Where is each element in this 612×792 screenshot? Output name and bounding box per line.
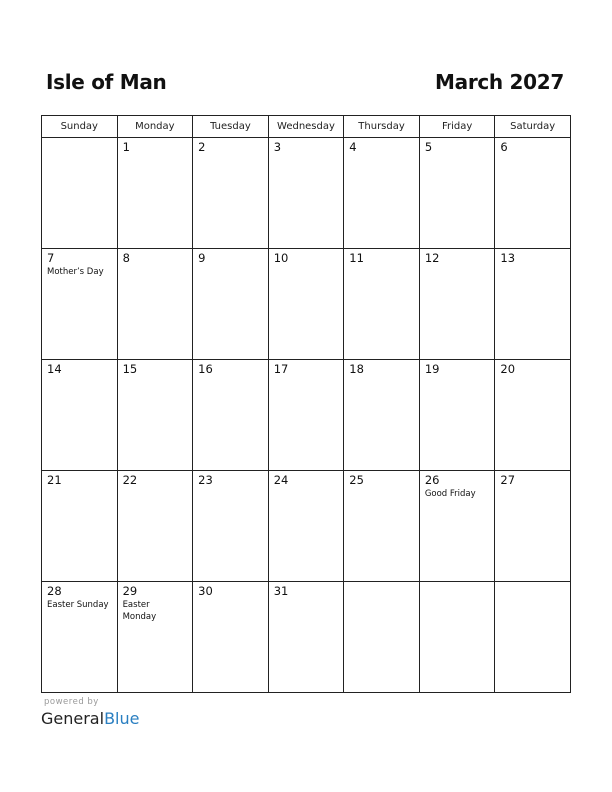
day-cell (344, 582, 420, 693)
holiday-label (269, 487, 344, 488)
holiday-label (344, 265, 419, 266)
day-number: 2 (198, 140, 206, 154)
day-number: 11 (349, 251, 364, 265)
generalblue-logo[interactable] (41, 709, 139, 728)
day-cell (344, 249, 420, 360)
day-cell (419, 471, 495, 582)
day-cell (495, 138, 571, 249)
weekday-header-row (42, 116, 571, 138)
day-number: 20 (500, 362, 516, 376)
day-cell (42, 582, 118, 693)
day-cell (268, 582, 344, 693)
day-number: 16 (198, 362, 213, 376)
day-cell (193, 471, 269, 582)
day-cell (344, 360, 420, 471)
day-cell (117, 249, 193, 360)
day-cell (42, 249, 118, 360)
day-number: 12 (424, 251, 440, 265)
week-row (42, 249, 571, 360)
holiday-label (42, 141, 117, 142)
holiday-label (269, 376, 344, 377)
day-cell (419, 249, 495, 360)
weekday-header: Saturday (495, 116, 571, 138)
day-number: 9 (198, 251, 206, 265)
holiday-label (118, 154, 193, 155)
holiday-label (42, 376, 117, 377)
holiday-label (118, 265, 193, 266)
powered-by-label: powered by (44, 697, 99, 707)
day-number: 23 (198, 473, 213, 487)
day-number: 17 (273, 362, 289, 376)
day-number: 13 (500, 251, 516, 265)
holiday-label (269, 154, 344, 155)
day-cell (419, 582, 495, 693)
holiday-label (495, 265, 570, 266)
weekday-header: Friday (419, 116, 495, 138)
day-cell (495, 360, 571, 471)
day-number: 3 (273, 140, 282, 154)
holiday-label (344, 154, 419, 155)
holiday-label (269, 265, 344, 266)
week-row (42, 138, 571, 249)
day-cell (495, 249, 571, 360)
holiday-label (495, 154, 570, 155)
weekday-header: Tuesday (193, 116, 269, 138)
holiday-label: Good Friday (424, 489, 476, 499)
day-cell (495, 471, 571, 582)
day-number: 18 (349, 362, 364, 376)
day-cell (193, 582, 269, 693)
day-number: 22 (122, 473, 138, 487)
day-number: 31 (273, 584, 289, 598)
weekday-header: Sunday (42, 116, 118, 138)
day-cell (268, 471, 344, 582)
day-cell (117, 582, 193, 693)
weekday-header: Thursday (344, 116, 420, 138)
day-number: 30 (198, 584, 213, 598)
day-number: 15 (122, 362, 138, 376)
holiday-label (118, 376, 193, 377)
day-cell (268, 249, 344, 360)
day-cell (193, 360, 269, 471)
day-number: 27 (500, 473, 516, 487)
brand-blue-text: Blue (104, 709, 140, 728)
weekday-header: Monday (117, 116, 193, 138)
holiday-label: Easter Sunday (47, 600, 109, 610)
holiday-label (344, 487, 419, 488)
day-cell (42, 360, 118, 471)
day-cell (117, 360, 193, 471)
day-cell (42, 138, 118, 249)
weekday-header: Wednesday (268, 116, 344, 138)
day-number: 7 (47, 251, 55, 265)
day-cell (419, 360, 495, 471)
holiday-label (495, 487, 570, 488)
holiday-label (420, 154, 495, 155)
day-cell (268, 138, 344, 249)
week-row (42, 582, 571, 693)
holiday-label (193, 598, 268, 599)
day-number: 6 (500, 140, 508, 154)
day-number: 29 (122, 584, 138, 598)
holiday-label (495, 585, 570, 586)
holiday-label (42, 487, 117, 488)
day-number: 10 (273, 251, 289, 265)
day-cell (117, 138, 193, 249)
holiday-label (420, 585, 495, 586)
holiday-label (420, 265, 495, 266)
day-number: 25 (349, 473, 364, 487)
day-number: 24 (273, 473, 289, 487)
calendar-region-title: Isle of Man (46, 70, 167, 94)
day-cell (495, 582, 571, 693)
brand-general-text: General (41, 709, 105, 728)
holiday-label (420, 376, 495, 377)
calendar-grid (41, 115, 571, 693)
day-cell (419, 138, 495, 249)
day-number: 28 (47, 584, 62, 598)
day-number: 14 (47, 362, 62, 376)
holiday-label (269, 598, 344, 599)
holiday-label (193, 487, 268, 488)
day-cell (193, 138, 269, 249)
day-number: 26 (424, 473, 440, 487)
holiday-label (495, 376, 570, 377)
week-row (42, 471, 571, 582)
day-cell (344, 471, 420, 582)
holiday-label: Mother’s Day (47, 267, 104, 277)
calendar-month-title: March 2027 (435, 70, 564, 94)
holiday-label (193, 154, 268, 155)
day-number: 1 (122, 140, 130, 154)
day-cell (117, 471, 193, 582)
holiday-label (344, 376, 419, 377)
holiday-label (193, 265, 268, 266)
day-cell (193, 249, 269, 360)
holiday-label (193, 376, 268, 377)
holiday-label (118, 487, 193, 488)
day-cell (42, 471, 118, 582)
day-number: 8 (122, 251, 130, 265)
holiday-label (344, 585, 419, 586)
holiday-label: Easter Monday (122, 600, 157, 622)
day-number: 21 (47, 473, 62, 487)
day-number: 4 (349, 140, 357, 154)
day-cell (344, 138, 420, 249)
day-number: 19 (424, 362, 440, 376)
day-cell (268, 360, 344, 471)
day-number: 5 (424, 140, 433, 154)
week-row (42, 360, 571, 471)
